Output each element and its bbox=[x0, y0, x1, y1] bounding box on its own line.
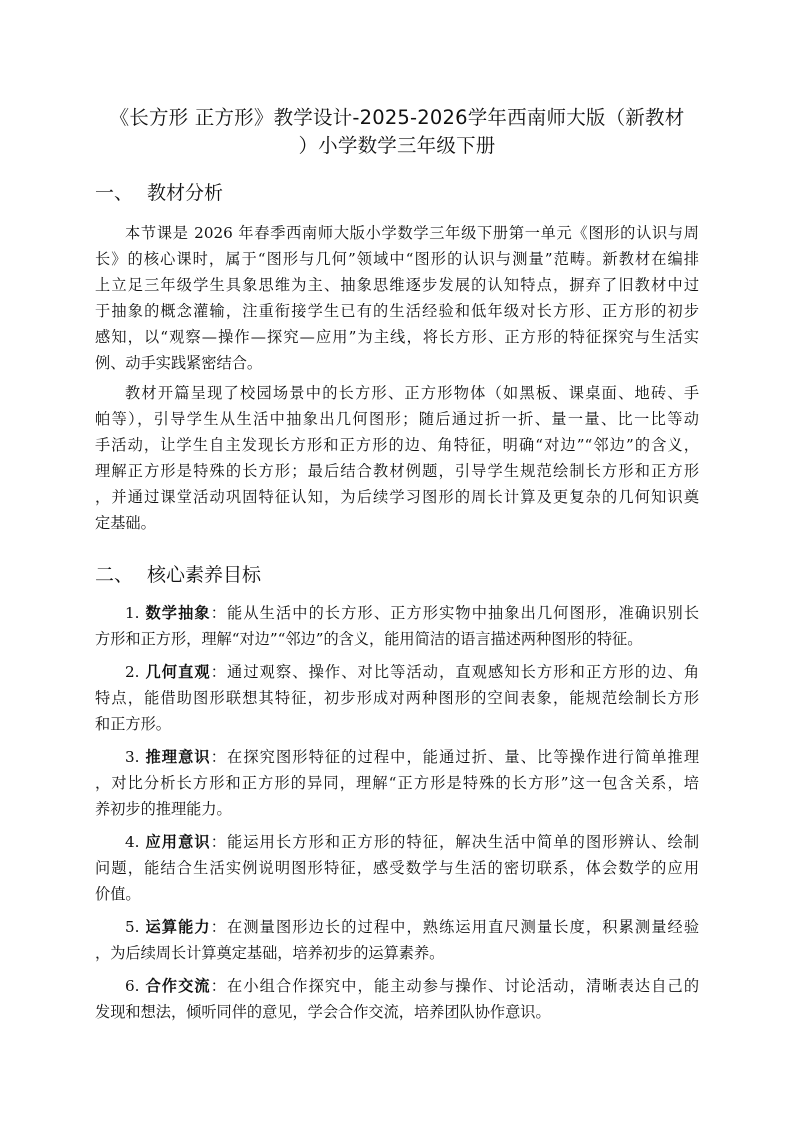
paragraph-line: ，为后续周长计算奠定基础，培养初步的运算素养。 bbox=[95, 944, 445, 962]
goal-term: 数学抽象 bbox=[145, 604, 211, 622]
section-title: 核心素养目标 bbox=[147, 564, 262, 586]
goal-text: ：能运用长方形和正方形的特征，解决生活中简单的图形辨认、绘制 bbox=[210, 833, 699, 851]
goal-item-cooperation-communication bbox=[125, 973, 699, 999]
paragraph-line: 方形和正方形，理解“对边”“邻边”的含义，能用简洁的语言描述两种图形的特征。 bbox=[95, 630, 643, 648]
goal-item-reasoning-awareness bbox=[125, 744, 699, 770]
paragraph-line: ，对比分析长方形和正方形的异同，理解“正方形是特殊的长方形”这一包含关系，培 bbox=[95, 774, 699, 792]
goal-number: 1. bbox=[125, 604, 146, 622]
goal-number: 3. bbox=[125, 748, 146, 766]
paragraph-line: 和正方形。 bbox=[95, 715, 171, 733]
goal-term: 运算能力 bbox=[145, 918, 211, 936]
goal-item-math-abstraction bbox=[125, 600, 699, 626]
paragraph-line: 养初步的推理能力。 bbox=[95, 800, 232, 818]
paragraph-line: 上立足三年级学生具象思维为主、抽象思维逐步发展的认知特点，摒弃了旧教材中过 bbox=[95, 276, 699, 294]
paragraph-line: 本节课是 2026 年春季西南师大版小学数学三年级下册第一单元《图形的认识与周 bbox=[125, 224, 699, 242]
document-title-line-1: 《长方形 正方形》教学设计-2025-2026学年西南师大版（新教材 bbox=[109, 106, 685, 129]
section-number: 二、 bbox=[95, 564, 134, 586]
paragraph-line: 理解正方形是特殊的长方形；最后结合教材例题，引导学生规范绘制长方形和正方形 bbox=[95, 462, 699, 480]
section-heading-core-literacy-goals bbox=[95, 560, 261, 590]
paragraph-line: ，并通过课堂活动巩固特征认知，为后续学习图形的周长计算及更复杂的几何知识奠 bbox=[95, 488, 699, 506]
goal-text: ：在测量图形边长的过程中，熟练运用直尺测量长度，积累测量经验 bbox=[210, 918, 699, 936]
goal-text: ：通过观察、操作、对比等活动，直观感知长方形和正方形的边、角 bbox=[210, 663, 699, 681]
paragraph-line: 价值。 bbox=[95, 885, 141, 903]
section-number: 一、 bbox=[95, 182, 134, 204]
goal-term: 合作交流 bbox=[145, 977, 211, 995]
goal-text: ：能从生活中的长方形、正方形实物中抽象出几何图形，准确识别长 bbox=[210, 604, 699, 622]
goal-term: 几何直观 bbox=[145, 663, 211, 681]
paragraph-line: 手活动，让学生自主发现长方形和正方形的边、角特征，明确“对边”“邻边”的含义， bbox=[95, 436, 699, 454]
paragraph-line: 长》的核心课时，属于“图形与几何”领域中“图形的认识与测量”范畴。新教材在编排 bbox=[95, 250, 699, 268]
paragraph-line: 帕等），引导学生从生活中抽象出几何图形；随后通过折一折、量一量、比一比等动 bbox=[95, 410, 699, 428]
section-title: 教材分析 bbox=[147, 182, 224, 204]
paragraph-line: 例、动手实践紧密结合。 bbox=[95, 354, 263, 372]
goal-term: 推理意识 bbox=[145, 748, 211, 766]
section-heading-material-analysis bbox=[95, 178, 223, 208]
paragraph-line: 发现和想法，倾听同伴的意见，学会合作交流，培养团队协作意识。 bbox=[95, 1003, 551, 1021]
goal-number: 4. bbox=[125, 833, 146, 851]
paragraph-line: 定基础。 bbox=[95, 514, 156, 532]
goal-item-geometric-intuition bbox=[125, 659, 699, 685]
goal-item-computation-ability bbox=[125, 914, 699, 940]
goal-text: ：在探究图形特征的过程中，能通过折、量、比等操作进行简单推理 bbox=[210, 748, 699, 766]
goal-text: ：在小组合作探究中，能主动参与操作、讨论活动，清晰表达自己的 bbox=[210, 977, 699, 995]
paragraph-line: 问题，能结合生活实例说明图形特征，感受数学与生活的密切联系，体会数学的应用 bbox=[95, 859, 699, 877]
paragraph-line: 感知，以“观察—操作—探究—应用”为主线，将长方形、正方形的特征探究与生活实 bbox=[95, 328, 699, 346]
document-title-line-2: ）小学数学三年级下册 bbox=[298, 134, 496, 157]
goal-number: 6. bbox=[125, 977, 146, 995]
goal-item-application-awareness bbox=[125, 829, 699, 855]
goal-number: 2. bbox=[125, 663, 146, 681]
paragraph-line: 特点，能借助图形联想其特征，初步形成对两种图形的空间表象，能规范绘制长方形 bbox=[95, 689, 699, 707]
paragraph-line: 于抽象的概念灌输，注重衔接学生已有的生活经验和低年级对长方形、正方形的初步 bbox=[95, 302, 699, 320]
goal-term: 应用意识 bbox=[145, 833, 211, 851]
goal-number: 5. bbox=[125, 918, 146, 936]
paragraph-line: 教材开篇呈现了校园场景中的长方形、正方形物体（如黑板、课桌面、地砖、手 bbox=[125, 384, 699, 402]
